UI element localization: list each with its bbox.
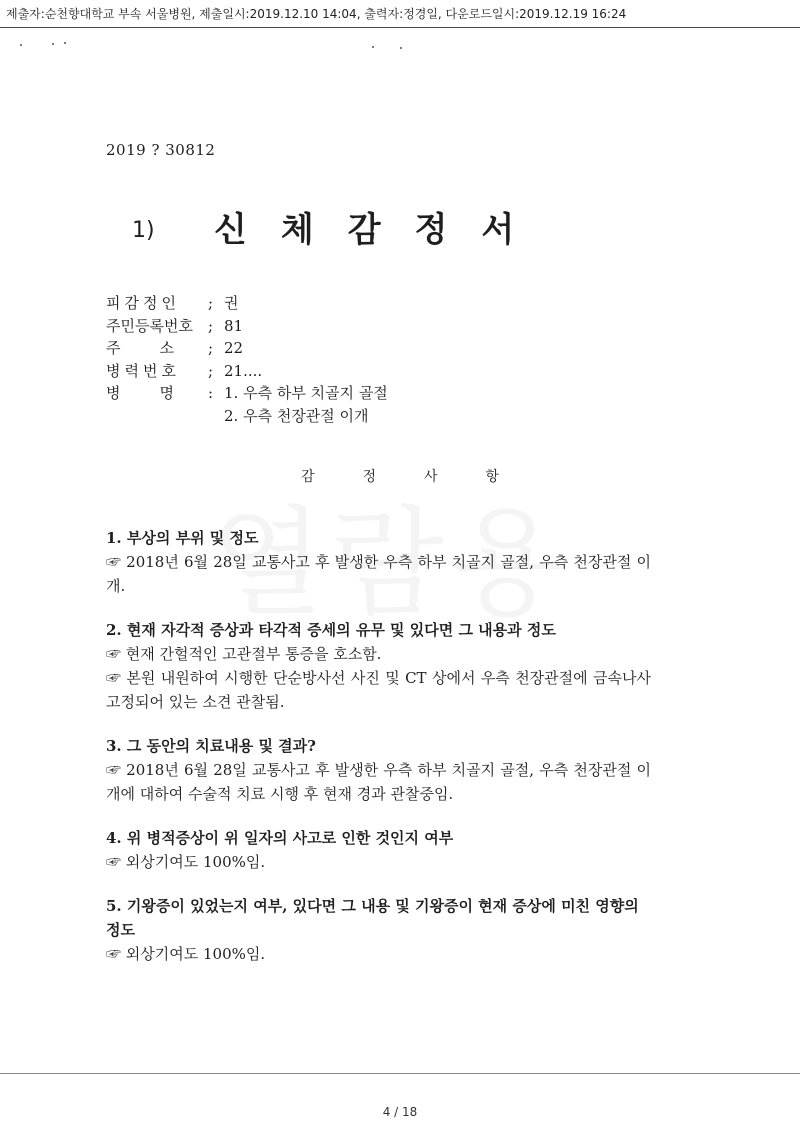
info-row-diagnosis [106,382,388,427]
document-page [0,28,800,1073]
section-heading: 감정사항 [300,469,548,485]
item-line: ☞ 현재 간헐적인 고관절부 통증을 호소함. [106,645,382,663]
info-value: 81 [224,316,244,335]
item-line: ☞ 본원 내원하여 시행한 단순방사선 사진 및 CT 상에서 우측 천장관절에 금속나사 고정되어 있는 소견 관찰됨. [106,669,651,711]
diagnosis-list [224,382,388,427]
info-label: 병 명 [106,384,179,402]
info-row-resident-number [106,315,388,338]
info-separator: ; [208,294,214,312]
assessment-item [106,734,651,806]
item-title: 2. 현재 자각적 증상과 타각적 증세의 유무 및 있다면 그 내용과 정도 [106,621,556,639]
info-separator: ; [208,316,214,335]
info-row-record-number [106,360,388,383]
diagnosis-line: 1. 우측 하부 치골지 골절 [224,384,388,402]
info-label: 주 소 [106,339,179,357]
info-label: 주민등록번호 [106,316,193,335]
info-label: 병력번호 [106,361,180,380]
item-line: ☞ 외상기여도 100%임. [106,945,266,963]
item-line: ☞ 외상기여도 100%임. [106,853,266,871]
info-value: 22 [224,339,244,357]
assessment-item [106,618,651,714]
info-value: 권 [224,294,239,312]
assessment-item [106,826,651,874]
item-line: ☞ 2018년 6월 28일 교통사고 후 발생한 우측 하부 치골지 골절, 우측 천장관절 이개. [106,553,651,595]
assessment-items [106,526,651,986]
diagnosis-line: 2. 우측 천장관절 이개 [224,406,369,425]
submission-info-header: 제출자:순천향대학교 부속 서울병원, 제출일시:2019.12.10 14:04, 출력자:정경일, 다운로드일시:2019.12.19 16:24 [0,0,800,28]
info-label: 피감정인 [106,294,180,312]
document-id: 2019 ? 30812 [106,141,216,159]
info-separator: ; [208,339,214,357]
item-title: 5. 기왕증이 있었는지 여부, 있다면 그 내용 및 기왕증이 현재 증상에 미친 영향의 정도 [106,897,639,939]
item-title: 4. 위 병적증상이 위 일자의 사고로 인한 것인지 여부 [106,829,454,847]
document-mark: 1) [132,218,155,243]
patient-info [106,292,388,427]
info-separator: : [208,384,214,402]
info-value: 21.... [224,361,263,380]
info-row-name [106,292,388,315]
item-line: ☞ 2018년 6월 28일 교통사고 후 발생한 우측 하부 치골지 골절, 우측 천장관절 이개에 대하여 수술적 치료 시행 후 현재 경과 관찰중임. [106,761,651,803]
assessment-item [106,526,651,598]
info-separator: ; [208,361,214,380]
info-row-address [106,337,388,360]
page-number: 4 / 18 [382,1105,418,1119]
document-title: 신체감정서 [214,210,549,250]
assessment-item [106,894,651,966]
item-title: 3. 그 동안의 치료내용 및 결과? [106,737,316,755]
page-bottom-rule [0,1073,800,1074]
item-title: 1. 부상의 부위 및 정도 [106,529,259,547]
